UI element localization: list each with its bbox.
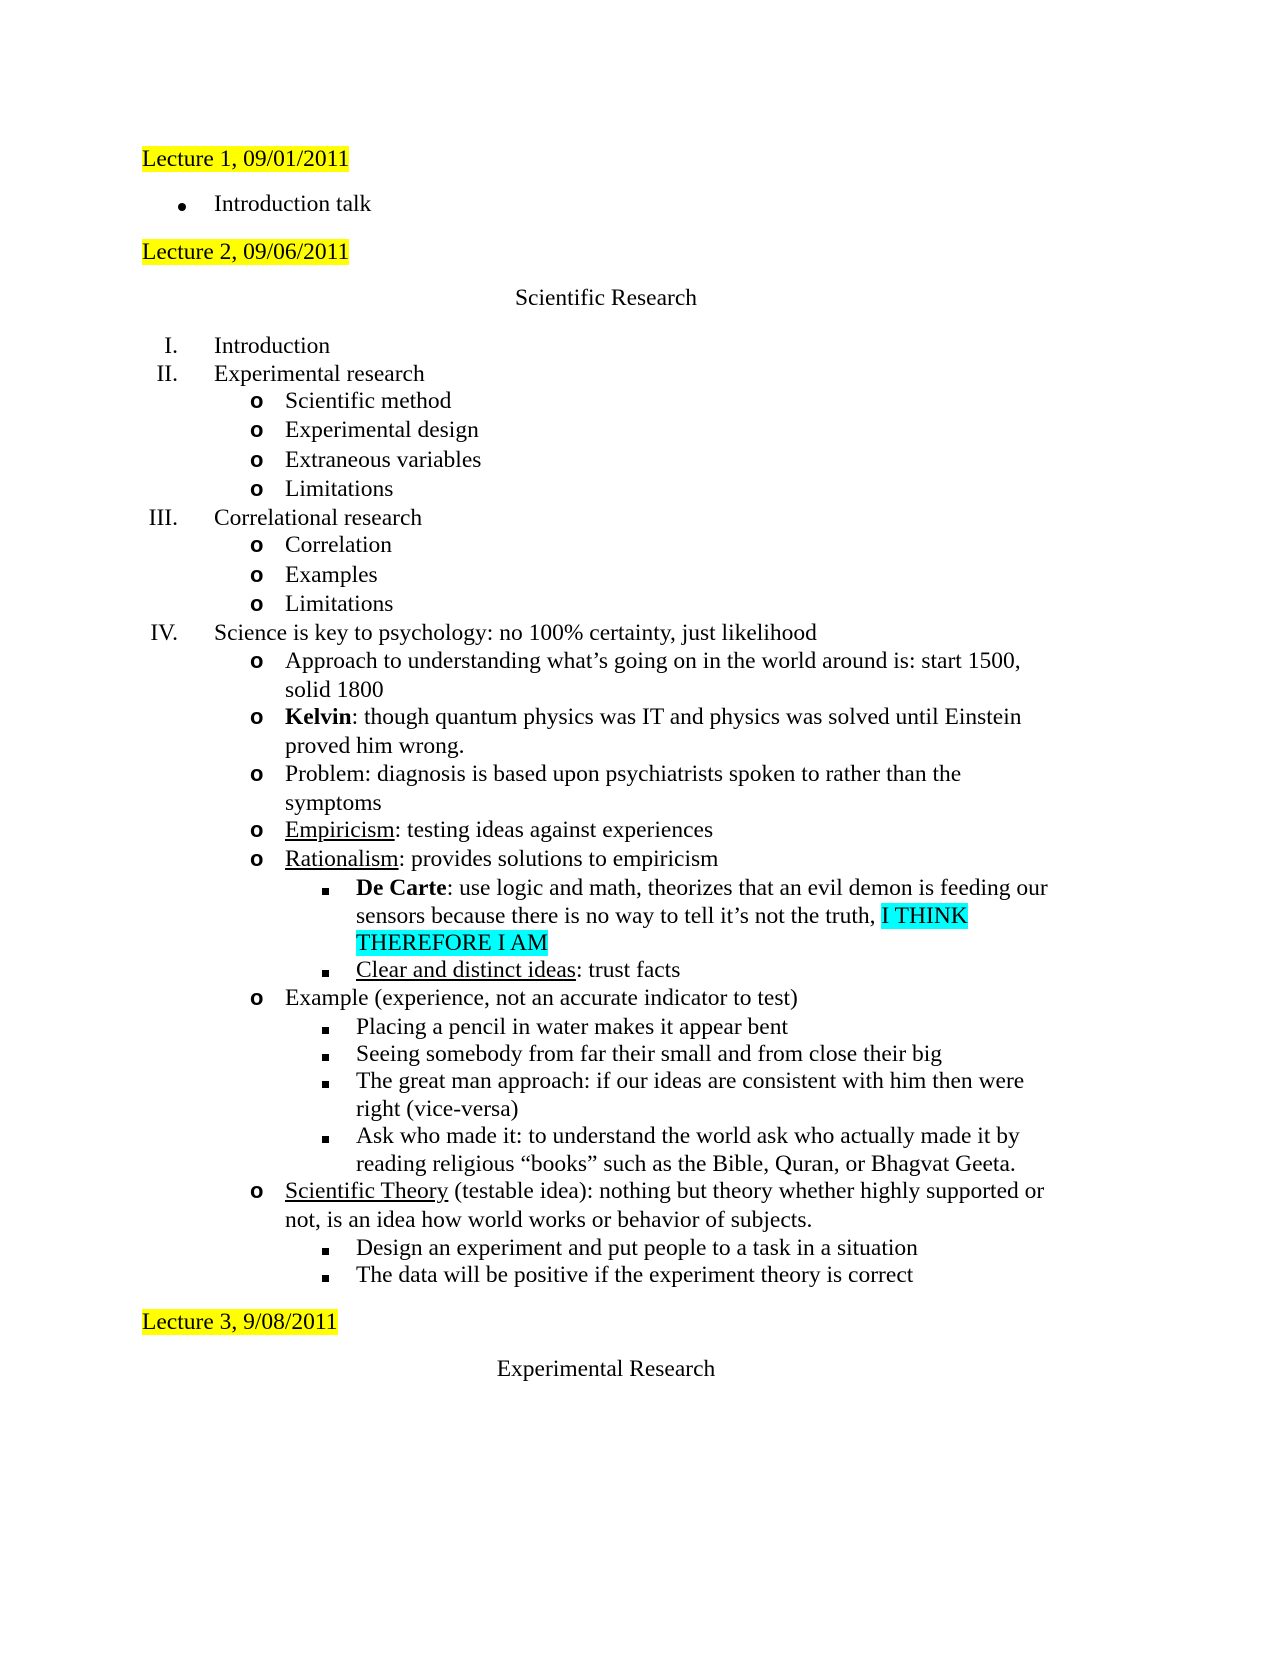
circle-bullet-icon: o [250,591,264,616]
list-item: Ask who made it: to understand the world ask who actually made it by [356,1123,1020,1149]
list-item: Kelvin: though quantum physics was IT and physics was solved until Einstein [285,704,1022,730]
list-item: Clear and distinct ideas: trust facts [356,957,681,983]
list-item: Rationalism: provides solutions to empiricism [285,846,719,872]
list-item-continuation: symptoms [285,790,382,816]
circle-bullet-icon: o [250,846,264,871]
lecture-3-heading: Lecture 3, 9/08/2011 [142,1309,338,1335]
section-title: Experimental Research [496,1356,716,1382]
square-bullet-icon [322,956,329,984]
list-item-continuation: sensors because there is no way to tell it’s not the truth, I THINK [356,903,968,929]
square-bullet-icon [322,1234,329,1262]
list-item: Seeing somebody from far their small and from close their big [356,1041,943,1067]
list-item-continuation: solid 1800 [285,677,384,703]
list-item: Introduction talk [214,191,372,217]
outline-numeral: III. [148,505,178,531]
list-item: Correlation [285,532,393,558]
square-bullet-icon [322,1261,329,1289]
square-bullet-icon [322,1122,329,1150]
circle-bullet-icon: o [250,476,264,501]
outline-item: Experimental research [214,361,425,387]
lecture-2-heading: Lecture 2, 09/06/2011 [142,239,350,265]
outline-item: Correlational research [214,505,423,531]
list-item: Experimental design [285,417,479,443]
circle-bullet-icon: o [250,761,264,786]
square-bullet-icon [322,1013,329,1041]
list-item: Empiricism: testing ideas against experiences [285,817,714,843]
outline-item: Introduction [214,333,331,359]
list-item: Limitations [285,476,394,502]
square-bullet-icon [322,1067,329,1095]
square-bullet-icon [322,874,329,902]
list-item: Scientific method [285,388,452,414]
circle-bullet-icon: o [250,648,264,673]
list-item: The data will be positive if the experiment theory is correct [356,1262,914,1288]
list-item: Placing a pencil in water makes it appear bent [356,1014,788,1040]
square-bullet-icon [322,1040,329,1068]
circle-bullet-icon: o [250,532,264,557]
circle-bullet-icon: o [250,417,264,442]
list-item: Approach to understanding what’s going on in the world around is: start 1500, [285,648,1021,674]
outline-item: Science is key to psychology: no 100% certainty, just likelihood [214,620,817,646]
list-item-continuation: not, is an idea how world works or behavior of subjects. [285,1207,813,1233]
circle-bullet-icon: o [250,985,264,1010]
list-item: Examples [285,562,378,588]
list-item: Example (experience, not an accurate indicator to test) [285,985,798,1011]
list-item: Scientific Theory (testable idea): nothing but theory whether highly supported or [285,1178,1045,1204]
bullet-icon [178,190,186,218]
list-item-continuation: proved him wrong. [285,733,465,759]
list-item: The great man approach: if our ideas are consistent with him then were [356,1068,1025,1094]
circle-bullet-icon: o [250,704,264,729]
list-item-continuation: right (vice-versa) [356,1096,519,1122]
circle-bullet-icon: o [250,817,264,842]
list-item-continuation: reading religious “books” such as the Bible, Quran, or Bhagvat Geeta. [356,1151,1016,1177]
outline-numeral: IV. [150,620,178,646]
list-item: Design an experiment and put people to a task in a situation [356,1235,918,1261]
circle-bullet-icon: o [250,1178,264,1203]
list-item: De Carte: use logic and math, theorizes that an evil demon is feeding our [356,875,1048,901]
list-item: Extraneous variables [285,447,482,473]
circle-bullet-icon: o [250,388,264,413]
lecture-1-heading: Lecture 1, 09/01/2011 [142,146,350,172]
section-title: Scientific Research [514,285,698,311]
outline-numeral: II. [156,361,178,387]
outline-numeral: I. [164,333,178,359]
list-item-continuation: THEREFORE I AM [356,930,548,956]
list-item: Problem: diagnosis is based upon psychiatrists spoken to rather than the [285,761,962,787]
list-item: Limitations [285,591,394,617]
circle-bullet-icon: o [250,562,264,587]
circle-bullet-icon: o [250,447,264,472]
